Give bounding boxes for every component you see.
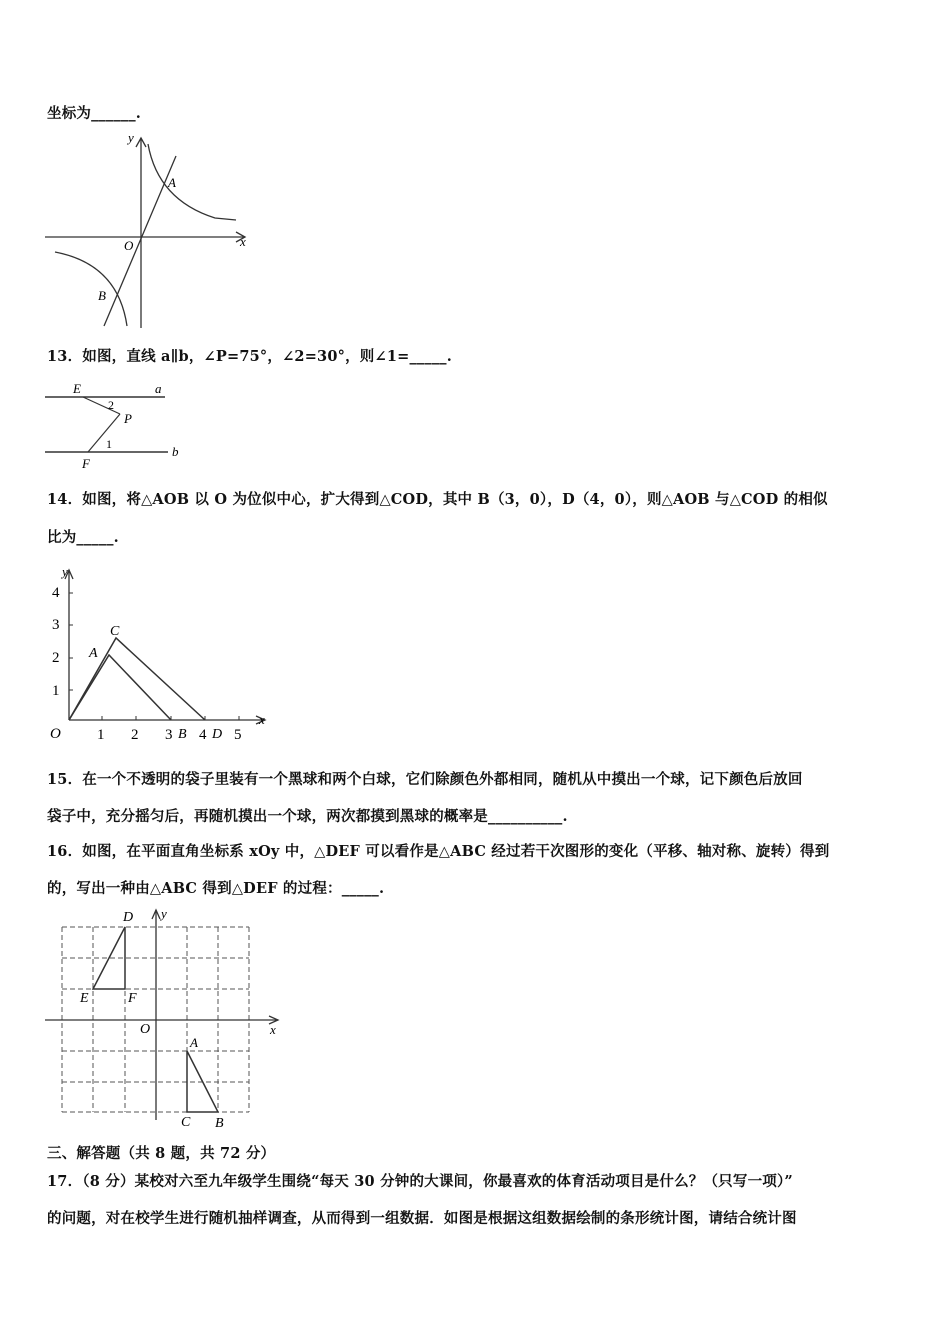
q12-answer-line: 坐标为______. bbox=[47, 105, 142, 122]
point-b-label: B bbox=[98, 288, 106, 303]
q17-text-line1: 17．（8 分）某校对六至九年级学生围绕“每天 30 分钟的大课间，你最喜欢的体育活动项目是什么？（只写一项）” bbox=[47, 1173, 793, 1190]
angle-1-label: 1 bbox=[106, 437, 112, 451]
q15-text-line2: 袋子中，充分摇匀后，再随机摸出一个球，两次都摸到黑球的概率是__________. bbox=[47, 808, 568, 825]
q13-text: 13．如图，直线 a∥b，∠P=75°，∠2=30°，则∠1=_____. bbox=[47, 348, 452, 365]
y-tick-3: 3 bbox=[52, 617, 60, 633]
triangle-aob bbox=[69, 655, 171, 720]
y-label: y bbox=[62, 564, 68, 579]
q16-text-line1: 16．如图，在平面直角坐标系 xOy 中，△DEF 可以看作是△ABC 经过若干次图形的变化（平移、轴对称、旋转）得到 bbox=[47, 843, 830, 860]
x-label: x bbox=[259, 712, 265, 727]
x-tick-5: 5 bbox=[234, 727, 242, 743]
point-d-label: D bbox=[212, 727, 223, 742]
figure-14-similar-triangles bbox=[40, 562, 275, 747]
y-label: y bbox=[128, 130, 134, 145]
q16-text-line2: 的，写出一种由△ABC 得到△DEF 的过程：_____. bbox=[47, 880, 385, 897]
point-e-label: E bbox=[80, 991, 89, 1006]
q14-text-line2: 比为_____. bbox=[47, 529, 119, 546]
point-a-label: A bbox=[168, 175, 176, 190]
x-tick-4: 4 bbox=[199, 727, 207, 743]
line-b-label: b bbox=[172, 444, 179, 459]
point-f-label: F bbox=[82, 456, 90, 471]
figure-16-grid-triangles bbox=[40, 905, 290, 1130]
x-tick-1: 1 bbox=[97, 727, 105, 743]
figure-12-hyperbola bbox=[40, 128, 260, 333]
x-label: x bbox=[270, 1022, 276, 1037]
q14-text-line1: 14．如图，将△AOB 以 O 为位似中心，扩大得到△COD，其中 B（3，0），D（4，0），则△AOB 与△COD 的相似 bbox=[47, 491, 828, 508]
segment-ep bbox=[83, 397, 120, 414]
q17-text-line2: 的问题，对在校学生进行随机抽样调查，从而得到一组数据．如图是根据这组数据绘制的条形统计图，请结合统计图 bbox=[47, 1210, 797, 1227]
origin-label: O bbox=[50, 726, 61, 742]
hyperbola-branch-lower bbox=[55, 252, 127, 326]
point-a-label: A bbox=[89, 646, 98, 661]
y-tick-4: 4 bbox=[52, 585, 60, 601]
point-b-label: B bbox=[178, 727, 187, 742]
point-b-label: B bbox=[215, 1116, 224, 1130]
section-3-title: 三、解答题（共 8 题，共 72 分） bbox=[47, 1145, 276, 1162]
point-c-label: C bbox=[181, 1115, 191, 1130]
angle-2-label: 2 bbox=[108, 398, 114, 412]
hyperbola-branch-upper bbox=[148, 144, 236, 220]
x-tick-3: 3 bbox=[165, 727, 173, 743]
x-tick-2: 2 bbox=[131, 727, 139, 743]
origin-label: O bbox=[124, 238, 134, 253]
q15-text-line1: 15．在一个不透明的袋子里装有一个黑球和两个白球，它们除颜色外都相同，随机从中摸出一个球，记下颜色后放回 bbox=[47, 771, 803, 788]
point-p-label: P bbox=[124, 411, 132, 426]
point-f-label: F bbox=[128, 991, 137, 1006]
point-e-label: E bbox=[73, 381, 81, 396]
y-tick-2: 2 bbox=[52, 650, 60, 666]
figure-13-parallel-lines bbox=[40, 378, 190, 473]
point-d-label: D bbox=[123, 910, 134, 925]
point-c-label: C bbox=[110, 624, 120, 639]
y-tick-1: 1 bbox=[52, 683, 60, 699]
segment-pf bbox=[88, 414, 120, 452]
line-a-label: a bbox=[155, 381, 162, 396]
x-label: x bbox=[240, 234, 246, 249]
origin-label: O bbox=[140, 1022, 151, 1037]
y-label: y bbox=[161, 906, 167, 921]
line-through-origin bbox=[104, 156, 176, 326]
point-a-label: A bbox=[190, 1035, 198, 1050]
